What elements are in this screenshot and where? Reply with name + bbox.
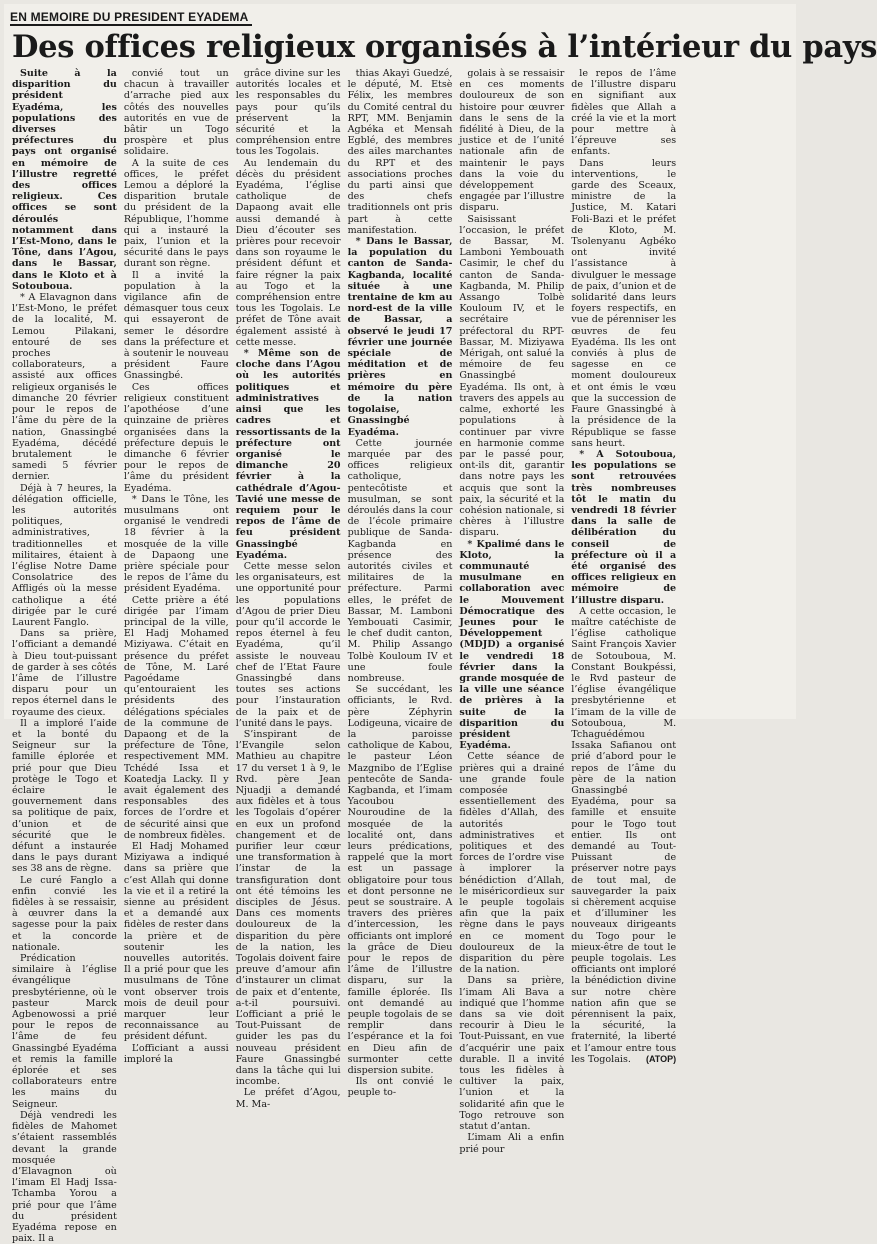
article-paragraph: Au lendemain du décès du président Eyadéma, l’église catholique de Dapaong avait elle aussi demandé à Dieu d’écouter ses prières pour recevoir dans son royaume le président défunt et faire régner la paix au Togo et la compréhension entre tous les Togolais. Le préfet de Tône avait également assisté à cette messe. xyxy=(235,157,341,348)
article-paragraph: convié tout un chacun à travailler d’arrache pied aux côtés des nouvelles autorités en vue de bâtir un Togo prospère et plus solidaire. xyxy=(123,68,229,158)
article-paragraph: Saisissant l’occasion, le préfet de Bassar, M. Lamboni Yembouath Casimir, le chef du canton de Sanda-Kagbanda, M. Philip Assango Tolbè Kouloum IV, et le secrétaire préfectoral du RPT-Bassar, M. Miziyawa Mérigah, ont salué la mémoire de feu Gnassingbé Eyadéma. Ils ont, à travers des appels au calme, exhorté les populations à continuer par vivre en harmonie comme par le passé pour, ont-ils dit, garantir dans notre pays les acquis que sont la paix, la sécurité et la cohésion nationale, si chères à l’illustre disparu. xyxy=(459,213,565,539)
article-paragraph: Cette prière a été dirigée par l’imam principal de la ville, El Hadj Mohamed Miziyawa. C’était en présence du préfet de Tône, M. Laré Pagoédame qu’entouraient les présidents des délégations spéciales de la commune de Dapaong et de la préfecture de Tône, respectivement MM. Tchédé Issa et Koatedja Lacky. Il y avait également des responsables des forces de l’ordre et de sécurité ainsi que de nombreux fidèles. xyxy=(123,594,229,841)
agency-credit: (ATOP) xyxy=(645,1053,677,1064)
article-paragraph: El Hadj Mohamed Miziyawa a indiqué dans sa prière que c’est Allah qui donne la vie et il a retiré la sienne au président et a demandé aux fidèles de rester dans la prière et de soutenir les nouvelles autorités. Il a prié pour que les musulmans de Tône vont observer trois mois de deuil pour marquer leur reconnaissance au président défunt. xyxy=(123,841,229,1043)
section-paragraph: * Kpalimé dans le Kloto, la communauté musulmane en collaboration avec le Mouvement Démocratique des Jeunes pour le Développement (MDJD) a organisé le vendredi 18 février dans la grande mosquée de la ville une séance de prières à la suite de la disparition du président Eyadéma. xyxy=(459,538,565,752)
article-paragraph: thias Akayi Guedzé, le député, M. Etsè Félix, les membres du Comité central du RPT, MM. Benjamin Agbéka et Mensah Egblé, des membres des ailes marchantes du RPT et des associations proches du parti ainsi que des chefs traditionnels ont pris part à cette manifestation. xyxy=(347,68,453,236)
article-paragraph: Le préfet d’Agou, M. Ma- xyxy=(235,1087,341,1110)
article-column xyxy=(236,68,341,1244)
article-body xyxy=(12,68,788,1244)
article-paragraph: L’imam Ali a enfin prié pour xyxy=(459,1132,565,1155)
article-paragraph: le repos de l’âme de l’illustre disparu en signifiant aux fidèles que Allah a créé la vie et la mort pour mettre à l’épreuve ses enfants. xyxy=(571,68,677,158)
article-column xyxy=(571,68,676,1244)
article-paragraph: L’officiant a aussi imploré la xyxy=(123,1042,229,1065)
article-column xyxy=(459,68,564,1244)
section-paragraph: * Même son de cloche dans l’Agou où les autorités politiques et administratives ainsi que les cadres et ressortissants de la préfecture ont organisé le dimanche 20 février à la cathédrale d’Agou-Tavié une messe de requiem pour le repos de l’âme de feu président Gnassingbé Eyadéma. xyxy=(235,348,341,561)
section-paragraph: * A Sotouboua, les populations se sont retrouvées très nombreuses tôt le matin du vendredi 18 février dans la salle de délibération du conseil de préfecture où il a été organisé des offices religieux en mémoire de l’illustre disparu. xyxy=(571,448,677,606)
article-paragraph: * Dans le Tône, les musulmans ont organisé le vendredi 18 février à la mosquée de la ville de Dapaong une prière spéciale pour le repos de l’âme du président Eyadéma. xyxy=(123,493,229,595)
newspaper-page xyxy=(4,4,877,1244)
article-paragraph: grâce divine sur les autorités locales et les responsables du pays pour qu’ils préservent la sécurité et la compréhension entre tous les Togolais. xyxy=(235,68,341,158)
article-paragraph: Le curé Fanglo a enfin convié les fidèles à se ressaisir, à œuvrer dans la sagesse pour la paix et la concorde nationale. xyxy=(12,874,117,953)
article-column xyxy=(348,68,453,1244)
article-paragraph: Cette messe selon les organisateurs, est une opportunité pour les populations d’Agou de prier Dieu pour qu’il accorde le repos éternel à feu Eyadéma, qu’il assiste le nouveau chef de l’Etat Faure Gnassingbé dans toutes ses actions pour l’instauration de la paix et de l’unité dans le pays. xyxy=(235,560,341,729)
article-paragraph: Dans sa prière, l’officiant a demandé à Dieu tout-puissant de garder à ses côtés l’âme de l’illustre disparu pour un repos éternel dans le royaume des cieux. xyxy=(12,628,117,718)
article-paragraph: S’inspirant de l’Evangile selon Mathieu au chapitre 17 du verset 1 à 9, le Rvd. père Jean Njuadji a demandé aux fidèles et à tous les Togolais d’opérer en eux un profond changement et de purifier leur cœur une transformation à l’instar de la transfiguration dont ont été témoins les disciples de Jésus. Dans ces moments douloureux de la disparition du père de la nation, les Togolais doivent faire preuve d’amour afin d’instaurer un climat de paix et d’entente, a-t-il poursuivi. L’officiant a prié le Tout-Puissant de guider les pas du nouveau président Faure Gnassingbé dans la tâche qui lui incombe. xyxy=(235,728,341,1088)
article-paragraph: Cette séance de prières qui a drainé une grande foule composée essentiellement des fidèles d’Allah, des autorités administratives et politiques et des forces de l’ordre vise à implorer la bénédiction d’Allah, le miséricordieux sur le peuple togolais afin que la paix règne dans le pays en ce moment douloureux de la disparition du père de la nation. xyxy=(459,751,565,976)
article-column xyxy=(124,68,229,1244)
article-paragraph: Déjà vendredi les fidèles de Mahomet s’étaient rassemblés devant la grande mosquée d’Elavagnon où l’imam El Hadj Issa-Tchamba Yorou a prié pour que l’âme du président Eyadéma repose en paix. Il a xyxy=(12,1109,117,1244)
article-headline: Des offices religieux organisés à l’intérieur du pays xyxy=(12,29,877,65)
article-paragraph: golais à se ressaisir en ces moments douloureux de son histoire pour œuvrer dans le sens de la fidélité à Dieu, de la justice et de l’unité nationale afin de maintenir le pays dans la voie du développement engagée par l’illustre disparu. xyxy=(459,68,565,214)
section-kicker: EN MEMOIRE DU PRESIDENT EYADEMA xyxy=(10,10,252,26)
article-paragraph: Cette journée marquée par des offices religieux catholique, pentecôtiste et musulman, se sont déroulés dans la cour de l’école primaire publique de Sanda-Kagbanda en présence des autorités civiles et militaires de la préfecture. Parmi elles, le préfet de Bassar, M. Lamboni Yembouati Casimir, le chef dudit canton, M. Philip Assango Tolbè Kouloum IV et une foule nombreuse. xyxy=(347,437,453,684)
article-paragraph: Se succédant, les officiants, le Rvd. père Zéphyrin Lodigeuna, vicaire de la paroisse catholique de Kabou, le pasteur Léon Mazgnibo de l’Eglise pentecôte de Sanda-Kagbanda, et l’imam Yacoubou Nouroudine de la mosquée de la localité ont, dans leurs prédications, rappelé que la mort est un passage obligatoire pour tous et dont personne ne peut se soustraire. A travers des prières d’intercession, les officiants ont imploré la grâce de Dieu pour le repos de l’âme de l’illustre disparu, sur la famille éplorée. Ils ont demandé au peuple togolais de se remplir dans l’espérance et la foi en Dieu afin de surmonter cette dispersion subite. xyxy=(347,684,453,1077)
article-lead: Suite à la disparition du président Eyadéma, les populations des diverses préfectures du pays ont organisé en mémoire de l’illustre regretté des offices religieux. Ces offices se sont déroulés notamment dans l’Est-Mono, dans le Tône, dans l’Agou, dans le Bassar, dans le Kloto et à Sotouboua. xyxy=(12,68,117,292)
article-paragraph: * A Elavagnon dans l’Est-Mono, le préfet de la localité, M. Lemou Pilakani, entouré de ses proches collaborateurs, a assisté aux offices religieux organisés le dimanche 20 février pour le repos de l’âme du père de la nation, Gnassingbé Eyadéma, décédé brutalement le samedi 5 février dernier. xyxy=(12,292,117,483)
article-paragraph: Ces offices religieux constituent l’apothéose d’une quinzaine de prières organisées dans la préfecture depuis le dimanche 6 février pour le repos de l’âme du président Eyadéma. xyxy=(123,381,229,494)
article-paragraph: Ils ont convié le peuple to- xyxy=(347,1076,453,1099)
article-paragraph: Dans sa prière, l’imam Ali Bava a indiqué que l’homme dans sa vie doit recourir à Dieu le Tout-Puissant, en vue d’acquérir une paix durable. Il a invité tous les fidèles à cultiver la paix, l’union et la solidarité afin que le Togo retrouve son statut d’antan. xyxy=(459,975,565,1133)
article-paragraph: Il a invité la population à la vigilance afin de démasquer tous ceux qui essayeront de semer le désordre dans la préfecture et à soutenir le nouveau président Faure Gnassingbé. xyxy=(123,269,229,382)
article-column xyxy=(12,68,117,1244)
article-paragraph: Dans leurs interventions, le garde des Sceaux, ministre de la Justice, M. Katari Foli-Bazi et le préfet de Kloto, M. Tsolenyanu Agbéko ont invité l’assistance à divulguer le message de paix, d’union et de solidarité dans leurs foyers respectifs, en vue de pérenniser les œuvres de feu Eyadéma. Ils les ont conviés à plus de sagesse en ce moment douloureux et ont émis le vœu que la succession de Faure Gnassingbé à la présidence de la République se fasse sans heurt. xyxy=(571,157,677,449)
article-paragraph: Il a imploré l’aide et la bonté du Seigneur sur la famille éplorée et prié pour que Dieu protège le Togo et éclaire le gouvernement dans sa politique de paix, d’union et de sécurité que le défunt a instaurée dans le pays durant ses 38 ans de règne. xyxy=(12,717,117,875)
article-paragraph: A la suite de ces offices, le préfet Lemou a déploré la disparition brutale du président de la République, l’homme qui a instauré la paix, l’union et la sécurité dans le pays durant son règne. xyxy=(123,157,229,270)
article-paragraph: Déjà à 7 heures, la délégation officielle, les autorités politiques, administratives, traditionnelles et militaires, étaient à l’église Notre Dame Consolatrice des Affligés où la messe catholique a été dirigée par le curé Laurent Fanglo. xyxy=(12,482,117,628)
article-paragraph: Prédication similaire à l’église évangélique presbytérienne, où le pasteur Marck Agbenowossi a prié pour le repos de l’âme de feu Gnassingbé Eyadéma et remis la famille éplorée et ses collaborateurs entre les mains du Seigneur. xyxy=(12,953,117,1110)
article-paragraph: A cette occasion, le maître catéchiste de l’église catholique Saint François Xavier de Sotouboua, M. Constant Boukpéssi, le Rvd pasteur de l’église évangélique presbytérienne et l’imam de la ville de Sotouboua, M. Tchaguédémou Issaka Safianou ont prié d’abord pour le repos de l’âme du père de la nation Gnassingbé Eyadéma, pour sa famille et ensuite pour le Togo tout entier. Ils ont demandé au Tout-Puissant de préserver notre pays de tout mal, de sauvegarder la paix si chèrement acquise et d’illuminer les nouveaux dirigeants du Togo pour le mieux-être de tout le peuple togolais. Les officiants ont imploré la bénédiction divine sur notre chère nation afin que se pérennisent la paix, la sécurité, la fraternité, la liberté et l’amour entre tous les Togolais. (ATOP) xyxy=(571,605,677,1065)
section-paragraph: * Dans le Bassar, la population du canton de Sanda-Kagbanda, localité située à une trentaine de km au nord-est de la ville de Bassar, a observé le jeudi 17 février une journée spéciale de méditation et de prières en mémoire du père de la nation togolaise, Gnassingbé Eyadéma. xyxy=(347,236,453,438)
